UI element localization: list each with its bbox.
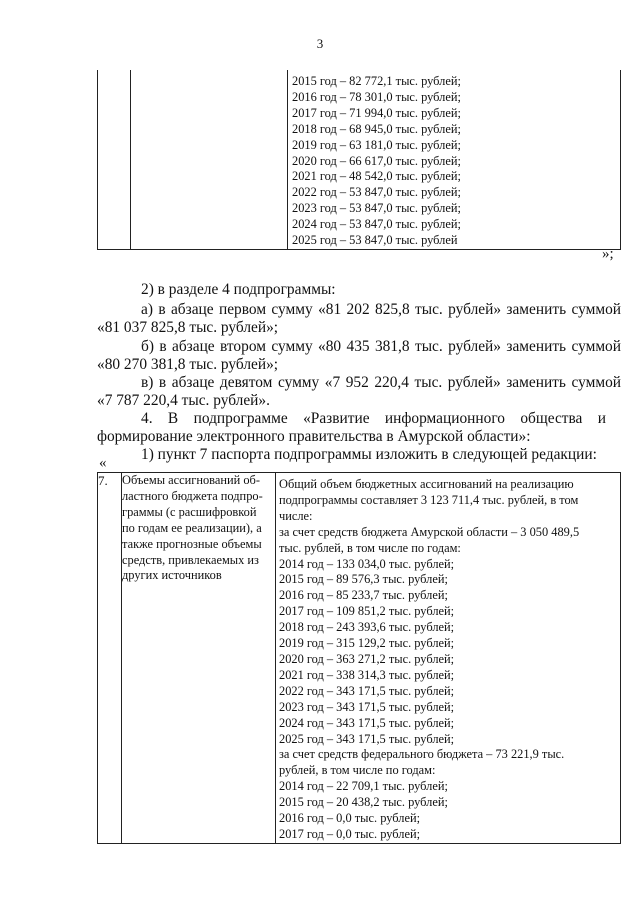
text-line: 2020 год – 66 617,0 тыс. рублей;	[292, 153, 461, 168]
text-line: 2025 год – 343 171,5 тыс. рублей;	[279, 731, 455, 746]
text-line: 2016 год – 85 233,7 тыс. рублей;	[279, 588, 448, 603]
text-line: по годам ее реализации), а	[122, 520, 262, 535]
text-line: 2016 год – 0,0 тыс. рублей;	[279, 811, 421, 826]
top-table-cell-values	[288, 70, 621, 249]
text-line: числе:	[279, 508, 313, 523]
text-line: Объемы ассигнований об-	[122, 473, 260, 487]
passport-row-number: 7.	[98, 473, 122, 844]
text-line: 2023 год – 53 847,0 тыс. рублей;	[292, 201, 461, 216]
paragraph-item-1: 1) пункт 7 паспорта подпрограммы изложить в следующей редакции:	[141, 446, 597, 463]
text-line: других источников	[122, 568, 222, 583]
top-table	[97, 70, 621, 250]
text-line: 2014 год – 133 034,0 тыс. рублей;	[279, 556, 455, 571]
text-line: 2020 год – 363 271,2 тыс. рублей;	[279, 651, 455, 666]
text-line: 2017 год – 109 851,2 тыс. рублей;	[279, 604, 455, 619]
text-line: 2015 год – 20 438,2 тыс. рублей;	[279, 795, 448, 810]
passport-table	[97, 472, 621, 844]
paragraph-v-line-1: в) в абзаце девятом сумму «7 952 220,4 тыс. рублей» заменить суммой	[141, 374, 621, 391]
passport-row-values	[276, 473, 621, 844]
text-line: подпрограммы составляет 3 123 711,4 тыс. рублей, в том	[279, 492, 579, 507]
closing-quote-mark: »;	[602, 246, 614, 262]
text-line: 2018 год – 68 945,0 тыс. рублей;	[292, 121, 461, 136]
text-line: 2015 год – 82 772,1 тыс. рублей;	[292, 74, 461, 88]
text-line: 2024 год – 53 847,0 тыс. рублей;	[292, 217, 461, 232]
text-line: Общий объем бюджетных ассигнований на реализацию	[279, 477, 574, 491]
passport-value-lines	[279, 477, 620, 843]
text-line: 2021 год – 48 542,0 тыс. рублей;	[292, 169, 461, 184]
text-line: 2024 год – 343 171,5 тыс. рублей;	[279, 715, 455, 730]
text-line: 2021 год – 338 314,3 тыс. рублей;	[279, 667, 455, 682]
text-line: 2019 год – 315 129,2 тыс. рублей;	[279, 636, 455, 651]
text-line: 2025 год – 53 847,0 тыс. рублей	[292, 233, 458, 248]
text-line: средств, привлекаемых из	[122, 552, 259, 567]
paragraph-section-4: 2) в разделе 4 подпрограммы:	[141, 281, 336, 298]
text-line: за счет средств федерального бюджета – 73 221,9 тыс.	[279, 747, 565, 762]
text-line: 2022 год – 343 171,5 тыс. рублей;	[279, 683, 455, 698]
top-table-cell-number	[98, 70, 131, 249]
text-line: 2018 год – 243 393,6 тыс. рублей;	[279, 620, 455, 635]
paragraph-v-line-2: «7 787 220,4 тыс. рублей».	[97, 392, 270, 409]
text-line: рублей, в том числе по годам:	[279, 763, 436, 778]
paragraph-4-line-1: 4. В подпрограмме «Развитие информационного общества и	[141, 410, 607, 427]
paragraph-b-line-2: «80 270 381,8 тыс. рублей»;	[97, 356, 279, 373]
text-line: тыс. рублей, в том числе по годам:	[279, 540, 461, 555]
passport-label-lines	[122, 473, 275, 584]
text-line: за счет средств бюджета Амурской области – 3 050 489,5	[279, 524, 580, 539]
text-line: 2023 год – 343 171,5 тыс. рублей;	[279, 699, 455, 714]
top-table-cell-label	[131, 70, 288, 249]
text-line: граммы (с расшифровкой	[122, 504, 257, 519]
text-line: 2019 год – 63 181,0 тыс. рублей;	[292, 137, 461, 152]
top-table-lines	[292, 74, 620, 249]
paragraph-b-line-1: б) в абзаце втором сумму «80 435 381,8 тыс. рублей» заменить суммой	[141, 338, 621, 355]
opening-quote-mark: «	[99, 455, 107, 471]
text-line: 2017 год – 71 994,0 тыс. рублей;	[292, 105, 461, 120]
text-line: также прогнозные объемы	[122, 536, 262, 551]
passport-row-label	[122, 473, 276, 844]
paragraph-a-line-2: «81 037 825,8 тыс. рублей»;	[97, 319, 279, 336]
paragraph-4-line-2: формирование электронного правительства в Амурской области»:	[97, 428, 531, 445]
page-number: 3	[316, 36, 324, 51]
text-line: 2014 год – 22 709,1 тыс. рублей;	[279, 779, 448, 794]
text-line: ластного бюджета подпро-	[122, 488, 263, 503]
text-line: 2017 год – 0,0 тыс. рублей;	[279, 826, 421, 841]
text-line: 2015 год – 89 576,3 тыс. рублей;	[279, 572, 448, 587]
text-line: 2016 год – 78 301,0 тыс. рублей;	[292, 89, 461, 104]
paragraph-a-line-1: а) в абзаце первом сумму «81 202 825,8 тыс. рублей» заменить суммой	[141, 301, 621, 318]
text-line: 2022 год – 53 847,0 тыс. рублей;	[292, 185, 461, 200]
